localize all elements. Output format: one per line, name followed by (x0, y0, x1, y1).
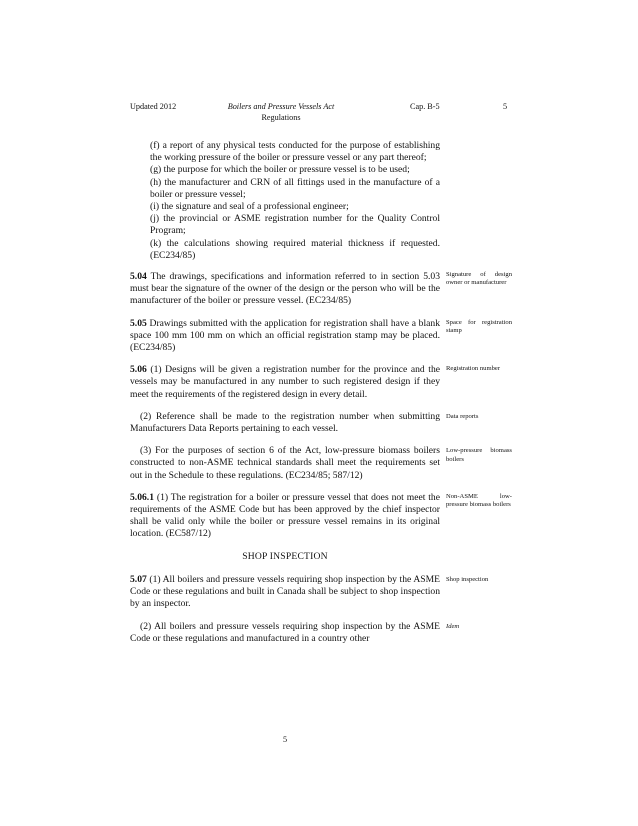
section-5-07-2 (130, 620, 460, 645)
section-text: (2) All boilers and pressure vessels requiring shop inspection by the ASME Code or these regulations and manufactured in a country other (130, 620, 440, 644)
section-5-05 (130, 317, 512, 355)
section-5-04 (130, 271, 512, 308)
margin-note: Signature of design owner or manufacturer (446, 271, 512, 287)
section-number: 5.06.1 (130, 491, 154, 503)
header-chapter: Cap. B-5 (410, 102, 440, 111)
section-5-06-1 (130, 364, 501, 401)
section-5-07-1 (130, 573, 489, 611)
section-text: (1) All boilers and pressure vessels requiring shop inspection by the ASME Code or these regulations and built in Canada shall be subject to shop inspection by an inspector. (130, 573, 440, 610)
section-text: (1) Designs will be given a registration number for the province and the vessels may be manufactured in any number to such registered design if they meet the requirements of the registered design in every detail. (130, 364, 440, 400)
list-item: (i) the signature and seal of a professional engineer; (150, 201, 349, 213)
section-number: 5.06 (130, 364, 147, 376)
header-title (222, 101, 340, 123)
section-text: (3) For the purposes of section 6 of the Act, low-pressure biomass boilers constructed to non-ASME technical standards shall meet the requirements set out in the Schedule to these regulations. (EC234/85; 587/12) (130, 445, 440, 481)
margin-note: Registration number (446, 365, 501, 373)
list-item: (g) the purpose for which the boiler or pressure vessel is to be used; (150, 164, 410, 176)
requirements-list (130, 140, 440, 262)
margin-note: Data reports (446, 412, 479, 420)
section-text: (2) Reference shall be made to the registration number when submitting Manufacturers Data Reports pertaining to each vessel. (130, 410, 440, 435)
section-5-06-1-1 (130, 491, 512, 541)
section-heading: SHOP INSPECTION (242, 550, 328, 562)
section-number: 5.05 (130, 317, 147, 329)
margin-note: Non-ASME low-pressure biomass boilers (446, 492, 512, 509)
margin-note: Shop inspection (446, 575, 489, 583)
margin-note: Space for registration stamp (446, 318, 512, 335)
list-item: (f) a report of any physical tests conducted for the purpose of establishing the working pressure of the boiler or pressure vessel or any part thereof; (150, 140, 440, 164)
section-text: The drawings, specifications and information referred to in section 5.03 must bear the signature of the owner of the design or the person who will be the manufacturer of the boiler or pressure vessel. (EC234/85) (130, 271, 440, 307)
header-subtitle: Regulations (261, 113, 301, 122)
list-item: (h) the manufacturer and CRN of all fittings used in the manufacture of a boiler or pressure vessel; (150, 176, 440, 200)
header-page-number: 5 (503, 102, 508, 111)
header-act-title: Boilers and Pressure Vessels Act (227, 102, 335, 111)
section-number: 5.07 (130, 573, 147, 585)
margin-note: Idem (446, 622, 460, 630)
section-5-06-3 (130, 445, 512, 482)
list-item: (j) the provincial or ASME registration number for the Quality Control Program; (150, 213, 440, 237)
list-item: (k) the calculations showing required material thickness if requested. (EC234/85) (150, 237, 440, 261)
document-body (130, 140, 512, 655)
section-text: (1) The registration for a boiler or pressure vessel that does not meet the requirements of the ASME Code but has been approved by the chief inspector shall be valid only while the boiler or pressure vessel remains in its original location. (EC587/12) (130, 491, 440, 540)
section-text: Drawings submitted with the application for registration shall have a blank space 100 mm 100 mm on which an official registration stamp may be placed. (EC234/85) (130, 317, 440, 354)
section-number: 5.04 (130, 271, 147, 283)
section-5-06-2 (130, 410, 479, 435)
footer-page-number: 5 (282, 735, 288, 744)
margin-note: Low-pressure biomass boilers (446, 447, 512, 463)
header-updated: Updated 2012 (130, 102, 177, 111)
